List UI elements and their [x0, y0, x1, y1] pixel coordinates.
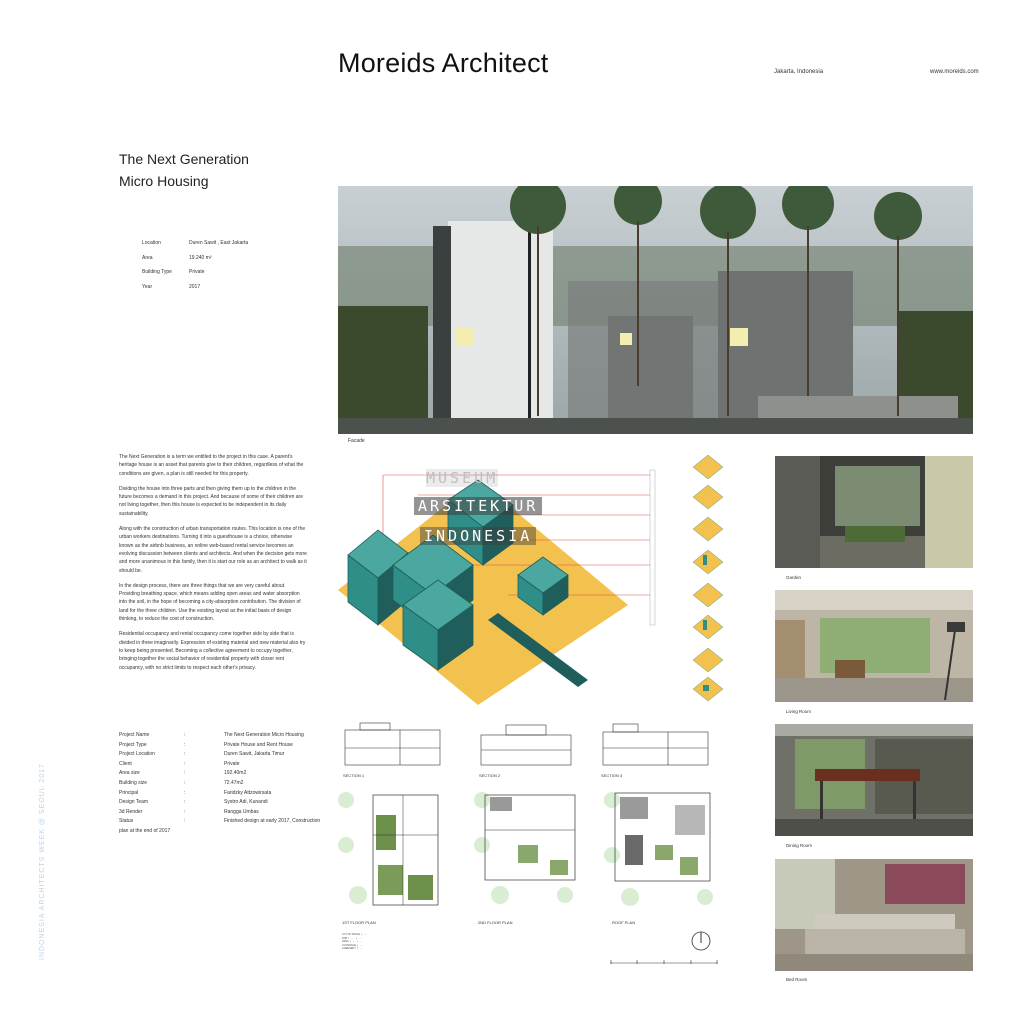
spec-value: Finished design at early 2017, Construction — [224, 818, 321, 825]
spec-label: Project Name — [119, 732, 150, 738]
section-3-drawing — [598, 720, 713, 770]
spec-label: 3d Render — [119, 808, 143, 815]
spec-row — [119, 809, 320, 819]
spec-separator: : — [184, 808, 186, 815]
spec-separator: : — [184, 732, 186, 738]
bed-room-caption: Bed Room — [786, 977, 808, 982]
roof-plan-drawing — [600, 785, 720, 915]
living-room-caption: Living Room — [786, 709, 812, 714]
roof-plan-caption: ROOF PLAN — [612, 920, 636, 925]
fact-row — [142, 284, 248, 299]
spec-separator: : — [184, 751, 186, 758]
spec-row-tail — [119, 828, 320, 838]
fact-value: Private — [189, 269, 205, 275]
description-paragraph: Along with the construction of urban transportation routes. This location is one of the urban workers destinations. Turning it into a guesthouse is a choice, otherwise known as the airbnb business, an online web-based rental service becomes an evolving discussion between clients and architects. And when the decision gets more and more unanimous in this family, then it is start our role as an architect to walk as it should be. — [119, 526, 307, 574]
spec-tail: plan at the end of 2017 — [119, 827, 171, 834]
firm-location: Jakarta, Indonesia — [774, 69, 824, 75]
spec-row — [119, 732, 320, 742]
project-title-line2: Micro Housing — [119, 173, 209, 189]
spec-row — [119, 780, 320, 790]
garden-photo — [775, 456, 973, 568]
fact-label: Building Type — [142, 269, 172, 275]
bed-room-illustration — [775, 859, 973, 971]
fact-value: Duren Sawit , East Jakarta — [189, 240, 249, 246]
dining-room-caption: Dining Room — [786, 843, 813, 848]
spec-row — [119, 770, 320, 780]
isometric-diagram — [338, 455, 738, 715]
fact-value: 2017 — [189, 283, 201, 290]
spec-label: Principal — [119, 789, 139, 796]
spec-value: Private — [224, 760, 240, 767]
watermark-line3: INDONESIA — [420, 527, 536, 545]
plan-legend: LOT OF SPACE | ..... KDB | ...... | ..... AREA | ..... | ..... COVERAGE | ..... GREENERY | ..... — [342, 933, 367, 950]
section-1-drawing — [340, 720, 450, 770]
description-paragraph: The Next Generation is a term we entitled to the project in this case. A parent's heritage house is an asset that parents give to their children, regardless of what the conditions are given, a plan is still needed for this property. — [119, 454, 304, 477]
facade-caption: Facade — [348, 438, 365, 444]
spec-separator: : — [184, 760, 186, 767]
spec-value: 192.40m2 — [224, 770, 247, 777]
spec-label: Area size — [119, 770, 140, 777]
spec-value: Rangga Umbas — [224, 808, 259, 815]
fact-label: Year — [142, 283, 153, 290]
spec-value: Systro Adi, Kunandi — [224, 799, 268, 806]
project-title — [119, 148, 319, 192]
second-floor-plan-drawing — [470, 785, 585, 915]
spec-value: Duren Sawit, Jakarta Timur — [224, 751, 285, 758]
spec-label: Client — [119, 760, 132, 767]
project-facts — [142, 240, 248, 298]
fact-row — [142, 269, 248, 284]
spec-separator: : — [184, 789, 186, 796]
project-description — [119, 453, 307, 679]
dining-room-illustration — [775, 724, 973, 836]
first-floor-plan-caption: 1ST FLOOR PLAN — [342, 920, 376, 925]
garden-caption: Garden — [786, 575, 802, 580]
living-room-illustration — [775, 590, 973, 702]
first-floor-plan-drawing — [338, 785, 448, 915]
spec-separator: : — [184, 741, 186, 748]
section-1-caption: SECTION 1 — [343, 773, 365, 778]
spec-separator: : — [184, 779, 186, 786]
north-arrow-icon — [690, 930, 712, 952]
spec-label: Project Location — [119, 751, 155, 758]
description-paragraph: Residential occupancy and rental occupancy come together side by side that is divided in three imaginarily. Expression of existing material and new material also try to keep being presented. Becoming a collective agreement to occupy together, bringing together the social behavior of residential property with closer rent occupancy, with no strict limits to respect each other's privacy. — [119, 631, 306, 671]
section-3-caption: SECTION 3 — [601, 773, 623, 778]
spec-separator: : — [184, 770, 186, 777]
dining-room-photo — [775, 724, 973, 836]
description-paragraph: Dividing the house into three parts and then giving them up to the children in the future becomes a demand in this project. And because of some of their children are not living together, then this house is expected to be independent in its daily sustainability. — [119, 485, 303, 517]
spec-value: The Next Generation Micro Housing — [224, 732, 304, 738]
fact-value: 19.240 m² — [189, 254, 212, 261]
spec-label: Design Team — [119, 799, 149, 806]
spec-label: Status — [119, 818, 134, 825]
spec-row — [119, 742, 320, 752]
fact-label: Location — [142, 240, 161, 246]
facade-illustration — [338, 186, 973, 434]
spec-row — [119, 799, 320, 809]
spec-value: Faridzky Attzowirsata — [224, 789, 272, 796]
spec-label: Project Type — [119, 741, 147, 748]
fact-row — [142, 255, 248, 270]
second-floor-plan-caption: 2ND FLOOR PLAN — [478, 920, 513, 925]
living-room-photo — [775, 590, 973, 702]
bed-room-photo — [775, 859, 973, 971]
fact-row — [142, 240, 248, 255]
side-caption-text: INDONESIA ARCHITECTS WEEK @ SEOUL 2017 — [39, 763, 46, 960]
watermark-line2: ARSITEKTUR — [414, 497, 542, 515]
firm-name: Moreids Architect — [338, 48, 549, 78]
scale-bar — [610, 958, 720, 966]
project-specs — [119, 732, 320, 838]
spec-separator: : — [184, 799, 186, 806]
fact-label: Area — [142, 254, 153, 261]
description-paragraph: In the design process, there are three things that we are very careful about. Providing breathing space, which means adding open areas and water absorption into the soil, in the hope of becoming a city-absorption contribution. The division of land for the three children. Use the existing layout as the initial basis of design thinking, to reduce the cost of construction. — [119, 582, 301, 623]
spec-row — [119, 751, 320, 761]
spec-separator: : — [184, 818, 186, 825]
project-title-line1: The Next Generation — [119, 151, 249, 167]
section-2-caption: SECTION 2 — [479, 773, 501, 778]
watermark-line1: MUSEUM — [426, 469, 499, 487]
firm-website[interactable]: www.moreids.com — [930, 69, 979, 75]
spec-row — [119, 761, 320, 771]
spec-row — [119, 790, 320, 800]
garden-illustration — [775, 456, 973, 568]
spec-value: 72.47m2 — [224, 779, 244, 786]
facade-render — [338, 186, 973, 434]
section-2-drawing — [476, 720, 586, 770]
isometric-illustration — [338, 455, 738, 715]
spec-row — [119, 818, 320, 828]
spec-label: Building size — [119, 779, 148, 786]
spec-value: Private House and Rent House — [224, 741, 293, 748]
